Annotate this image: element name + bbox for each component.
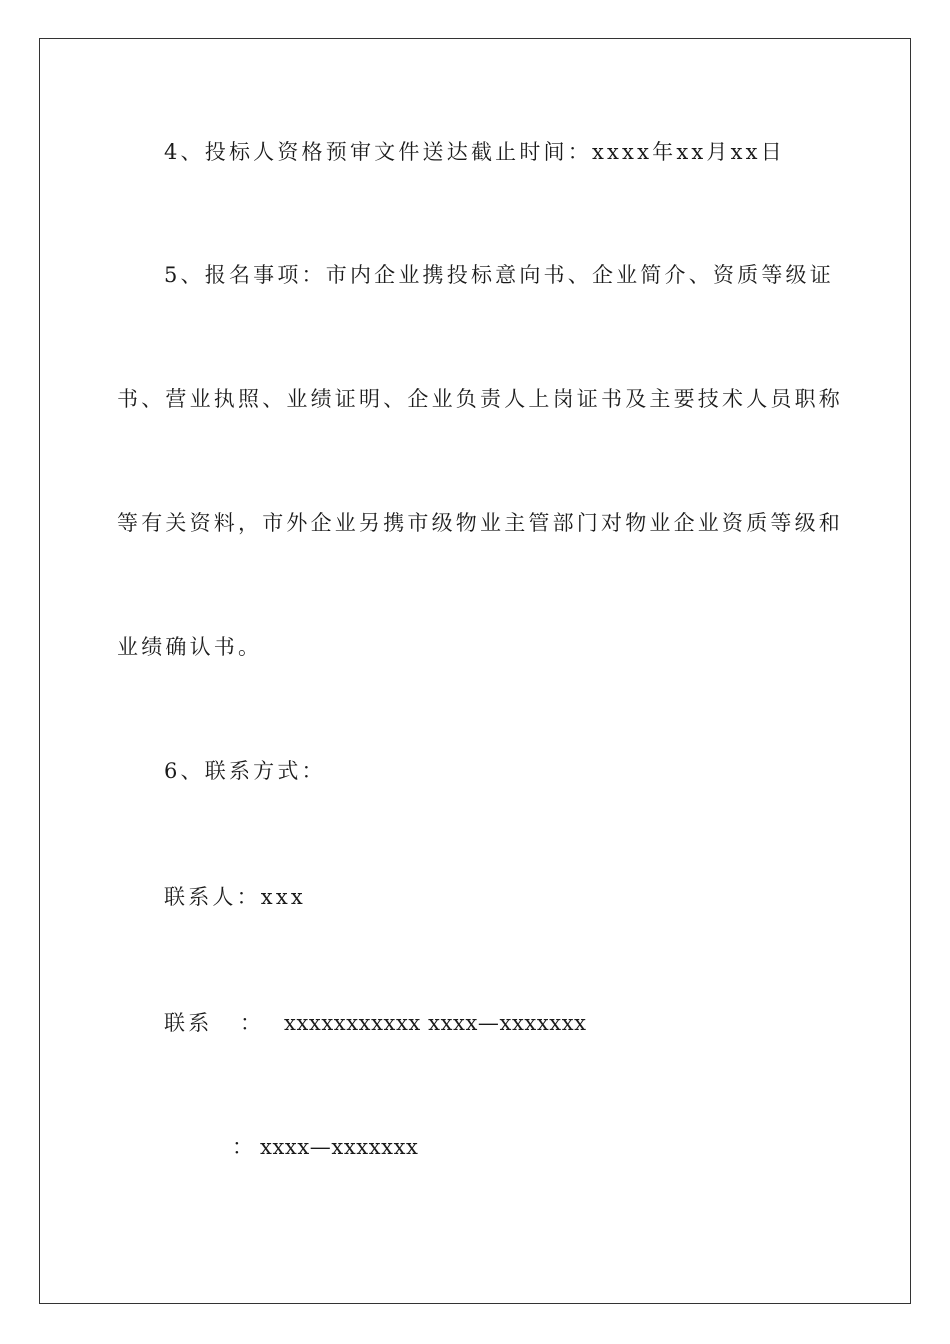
contact-fax-value: xxxx—xxxxxxx [260, 1135, 419, 1159]
item-5-line-3: 等有关资料，市外企业另携市级物业主管部门对物业企业资质等级和 [117, 511, 843, 535]
contact-phone-label: 联系 [164, 1011, 213, 1035]
contact-fax-colon: ： [232, 1135, 257, 1159]
item-5-line-2: 书、营业执照、业绩证明、企业负责人上岗证书及主要技术人员职称 [117, 387, 843, 411]
item-5-line-1: 5、报名事项：市内企业携投标意向书、企业简介、资质等级证 [164, 263, 834, 287]
item-5-line-4: 业绩确认书。 [117, 635, 263, 659]
page-frame [39, 38, 911, 1304]
item-6-contact-heading: 6、联系方式： [164, 759, 326, 783]
contact-phone-colon: ： [240, 1011, 265, 1035]
contact-phone-value: xxxxxxxxxxx xxxx—xxxxxxx [284, 1011, 587, 1035]
item-4-deadline: 4、投标人资格预审文件送达截止时间：xxxx年xx月xx日 [164, 140, 785, 164]
contact-person: 联系人：xxx [164, 885, 306, 909]
